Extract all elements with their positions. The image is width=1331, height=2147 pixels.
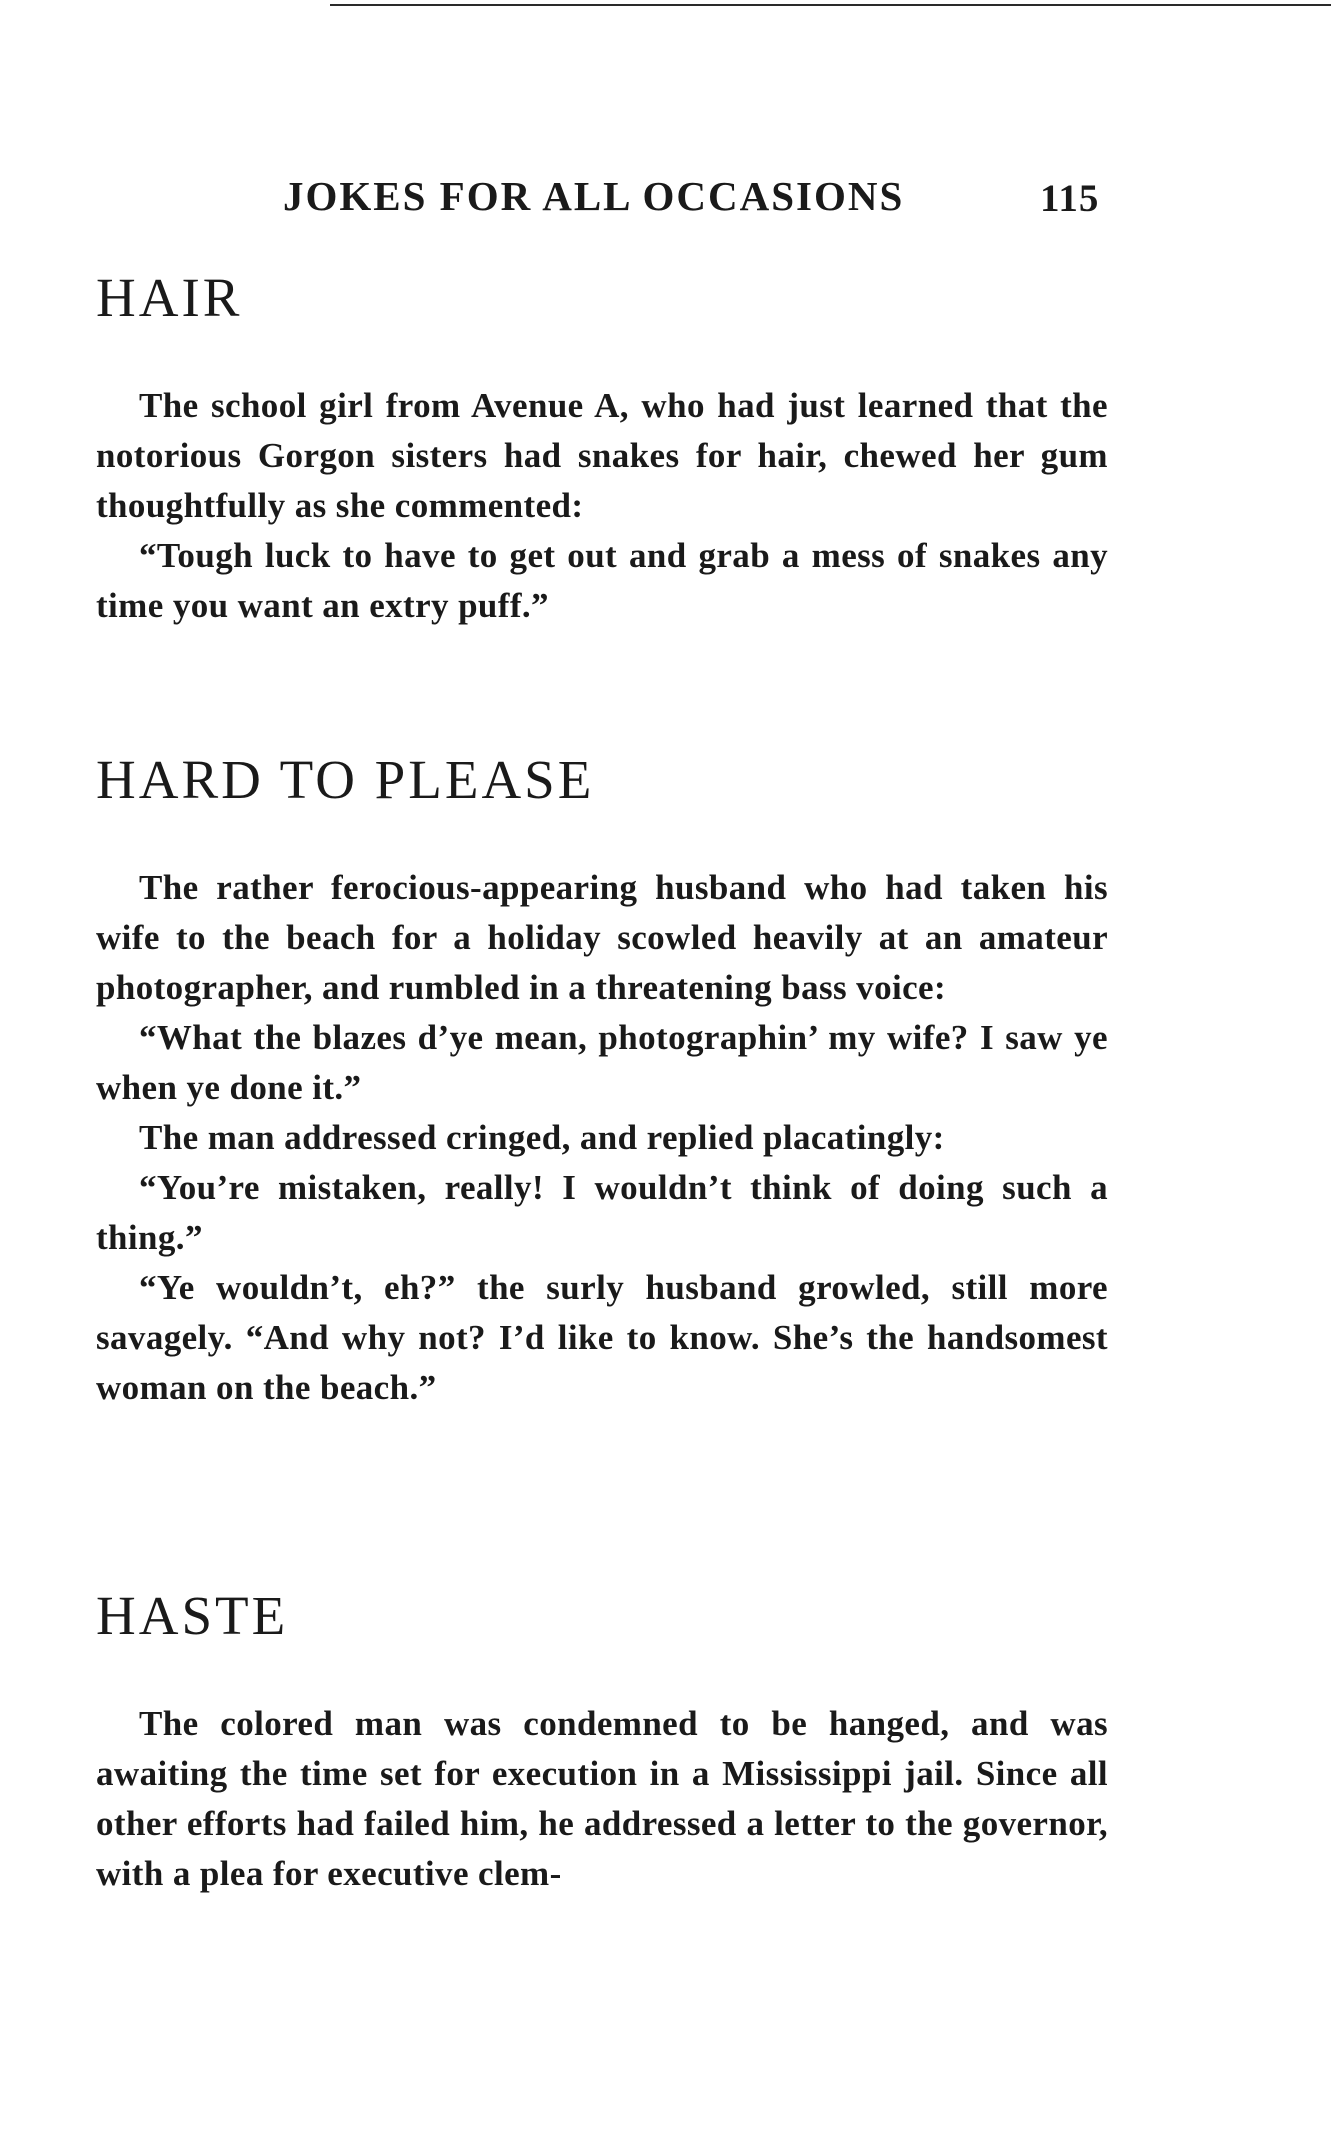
- paragraph: The man addressed cringed, and replied placatingly:: [139, 1118, 945, 1157]
- section-haste: [96, 1585, 1108, 1899]
- section-hard-to-please: [96, 749, 1108, 1413]
- paragraph: The rather ferocious-appearing husband who had taken his wife to the beach for a holiday scowled heavily at an amateur photographer, and rumbled in a threatening bass voice:: [96, 868, 1108, 1007]
- section-heading: HARD TO PLEASE: [96, 749, 595, 810]
- section-hair: [96, 267, 1108, 631]
- paragraph: “What the blazes d’ye mean, photographin’ my wife? I saw ye when ye done it.”: [96, 1018, 1108, 1107]
- section-heading: HAIR: [96, 267, 243, 328]
- section-heading: HASTE: [96, 1585, 289, 1646]
- page-number: 115: [1040, 177, 1100, 220]
- paragraph: The colored man was condemned to be hanged, and was awaiting the time set for execution in a Mississippi jail. Since all other efforts had failed him, he addressed a letter to the governor, with a plea for executive clem-: [96, 1704, 1108, 1893]
- paragraph: The school girl from Avenue A, who had just learned that the notorious Gorgon sisters had snakes for hair, chewed her gum thoughtfully as she commented:: [96, 386, 1108, 525]
- paragraph: “Ye wouldn’t, eh?” the surly husband growled, still more savagely. “And why not? I’d like to know. She’s the handsomest woman on the beach.”: [96, 1268, 1108, 1407]
- paragraph: “Tough luck to have to get out and grab a mess of snakes any time you want an extry puff.”: [96, 536, 1108, 625]
- top-edge-rule: [330, 4, 1331, 6]
- paragraph: “You’re mistaken, really! I wouldn’t think of doing such a thing.”: [96, 1168, 1108, 1257]
- running-title: JOKES FOR ALL OCCASIONS: [283, 173, 905, 219]
